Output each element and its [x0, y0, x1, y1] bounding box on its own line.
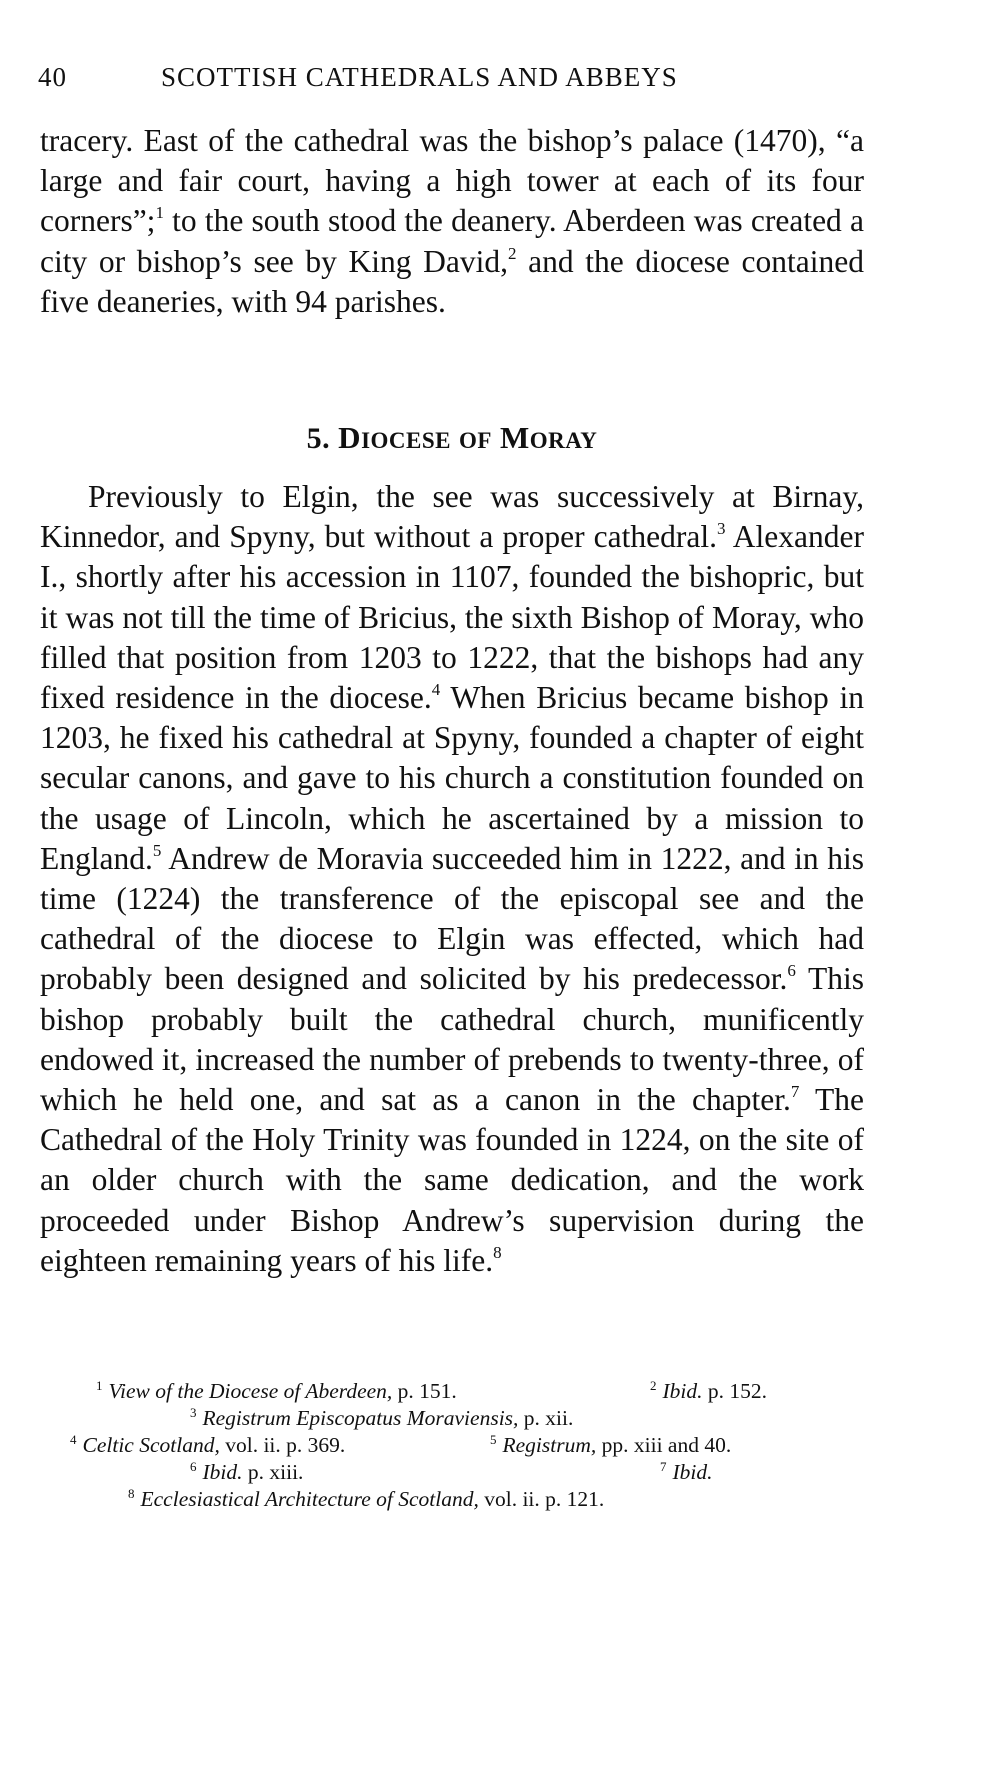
footnote-ref-7: 7	[790, 1082, 800, 1102]
text-run: tracery. East of the cathedral was the bishop’s palace (1470), “a large and fair court, having a high tower at each of its four corners”;	[40, 123, 864, 239]
footnote-line	[40, 1486, 864, 1513]
footnote-source-title: Registrum Episcopatus Moraviensis,	[202, 1406, 519, 1430]
text-run: and the diocese contained five deaneries, with 94 parishes.	[40, 243, 864, 319]
footnote-number: 7	[660, 1459, 667, 1474]
section-heading	[40, 420, 864, 456]
footnote-citation: p. 152.	[702, 1379, 768, 1403]
footnote-4	[70, 1432, 345, 1459]
footnote-ref-4: 4	[431, 680, 441, 700]
footnote-number: 2	[650, 1378, 657, 1393]
footnote-citation: vol. ii. p. 369.	[219, 1433, 346, 1457]
section-number: 5.	[306, 422, 331, 455]
footnote-7	[660, 1459, 713, 1486]
footnote-citation: p. 151.	[392, 1379, 457, 1403]
footnote-source-title: Ibid.	[672, 1460, 713, 1484]
paragraph-moray	[40, 477, 864, 1281]
footnote-number: 3	[190, 1405, 197, 1420]
footnote-ref-1: 1	[155, 203, 164, 223]
text-run: When Bricius became bishop in 1203, he fixed his cathedral at Spyny, founded a chapter of eight secular canons, and gave to his church a constitution founded on the usage of Lincoln, which he ascertained by a mission to England.	[40, 680, 864, 876]
footnote-source-title: Registrum,	[502, 1433, 597, 1457]
heading-initial: D	[338, 420, 362, 455]
footnote-6	[190, 1459, 303, 1486]
footnotes	[40, 1378, 864, 1513]
footnote-5	[490, 1432, 731, 1459]
footnote-citation: pp. xiii and 40.	[596, 1433, 732, 1457]
footnote-8	[128, 1486, 604, 1513]
footnote-ref-5: 5	[152, 840, 162, 860]
footnote-ref-6: 6	[787, 961, 796, 981]
heading-smallcaps: IOCESE	[361, 428, 451, 453]
footnote-2	[650, 1378, 767, 1405]
footnote-ref-8: 8	[493, 1242, 502, 1262]
running-title: SCOTTISH CATHEDRALS AND ABBEYS	[161, 62, 678, 92]
footnote-source-title: View of the Diocese of Aberdeen,	[108, 1379, 393, 1403]
footnote-source-title: Celtic Scotland,	[82, 1433, 220, 1457]
footnote-source-title: Ecclesiastical Architecture of Scotland,	[140, 1487, 479, 1511]
footnote-number: 6	[190, 1459, 197, 1474]
footnote-line	[40, 1432, 864, 1459]
footnote-ref-3: 3	[716, 519, 726, 539]
running-head	[38, 62, 868, 102]
footnote-source-title: Ibid.	[202, 1460, 243, 1484]
footnote-1	[96, 1378, 457, 1405]
footnote-citation: p. xiii.	[242, 1460, 304, 1484]
footnote-citation: p. xii.	[518, 1406, 574, 1430]
text-run: Previously to Elgin, the see was successively at Birnay, Kinnedor, and Spyny, but without a proper cathedral.	[40, 479, 864, 555]
text-run: Andrew de Moravia succeeded him in 1222, and in his time (1224) the transference of the episcopal see and the cathedral of the diocese to Elgin was effected, which had probably been designed and solicited by his predecessor.	[40, 840, 864, 997]
text-run: The Cathedral of the Holy Trinity was founded in 1224, on the site of an older church with the same dedication, and the work proceeded under Bishop Andrew’s supervision during the eighteen remaining years of his life.	[40, 1082, 865, 1278]
text-run: This bishop probably built the cathedral church, munificently endowed it, increased the number of prebends to twenty-three, of which he held one, and sat as a canon in the chapter.	[40, 961, 864, 1118]
heading-smallcaps: ORAY	[529, 428, 598, 453]
paragraph-aberdeen	[40, 121, 864, 322]
footnote-number: 5	[490, 1432, 497, 1447]
footnote-number: 1	[96, 1378, 103, 1393]
footnote-line	[40, 1378, 864, 1405]
footnote-citation: vol. ii. p. 121.	[478, 1487, 605, 1511]
footnote-ref-2: 2	[508, 243, 517, 263]
page-number: 40	[38, 62, 67, 92]
heading-initial: M	[499, 420, 530, 455]
footnote-number: 8	[128, 1486, 135, 1501]
footnote-line	[40, 1459, 864, 1486]
text-run: to the south stood the deanery. Aberdeen was created a city or bishop’s see by King David,	[40, 203, 864, 279]
footnote-3	[190, 1405, 573, 1432]
footnote-number: 4	[70, 1432, 77, 1447]
text-run: Alexander I., shortly after his accession in 1107, founded the bishopric, but it was not till the time of Bricius, the sixth Bishop of Moray, who filled that position from 1203 to 1222, that the bishops had any fixed residence in the diocese.	[40, 519, 864, 716]
footnote-source-title: Ibid.	[662, 1379, 703, 1403]
heading-smallcaps: OF	[459, 428, 492, 453]
footnote-line	[40, 1405, 864, 1432]
